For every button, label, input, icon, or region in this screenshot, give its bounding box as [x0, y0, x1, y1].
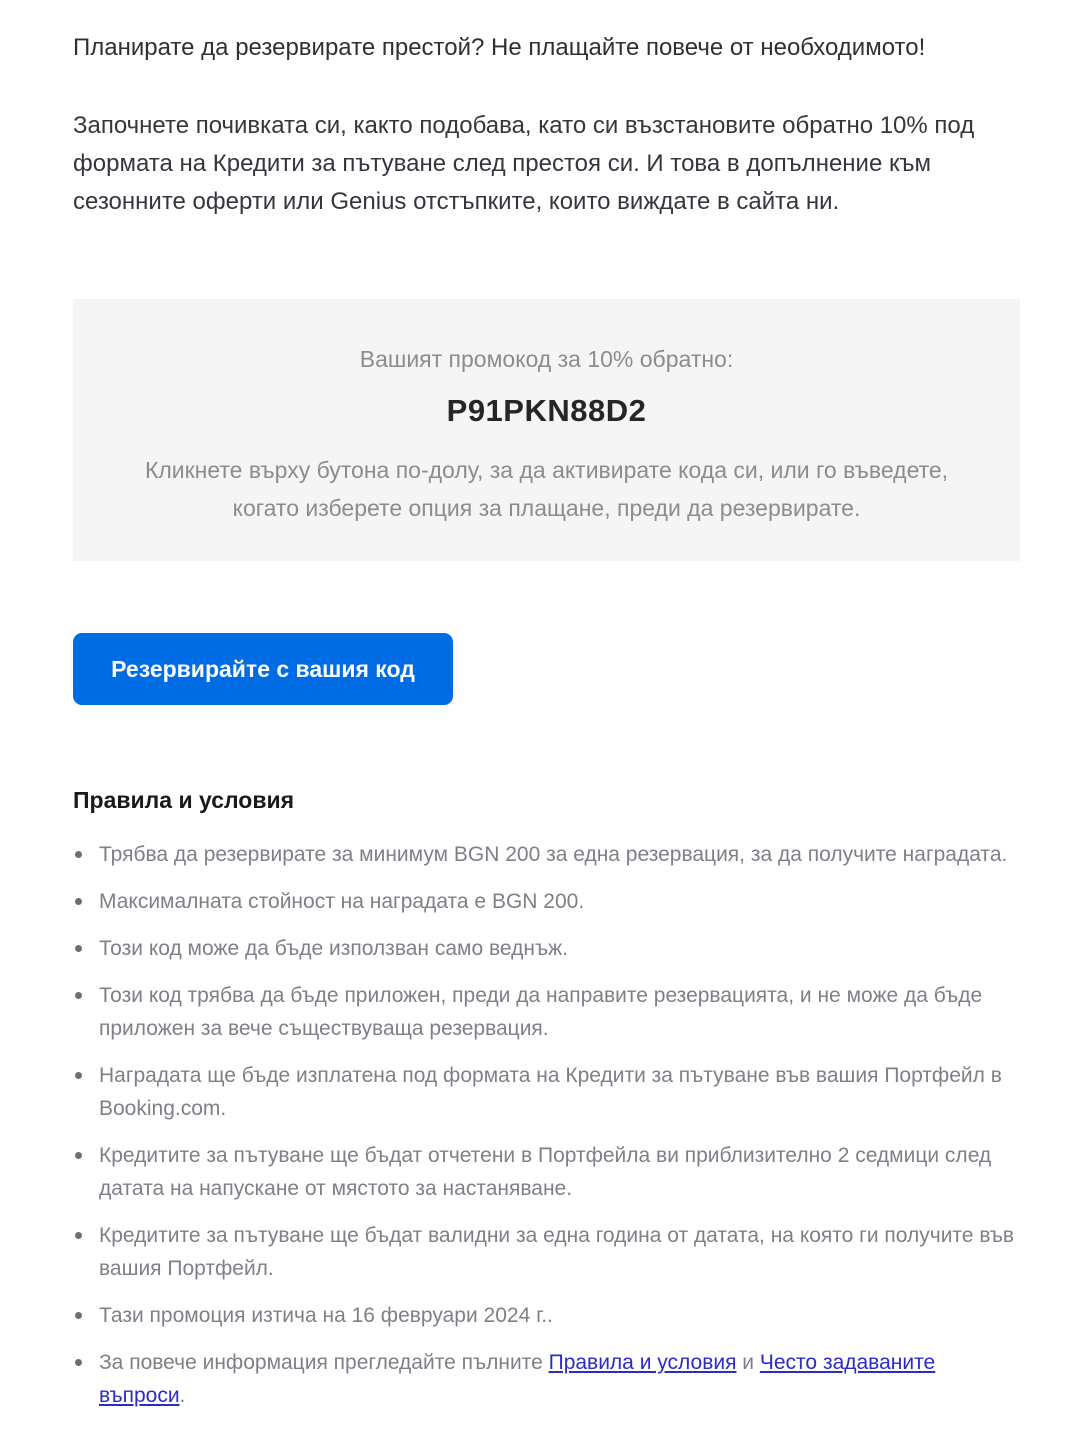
terms-item-more-info — [73, 1346, 1020, 1412]
promo-code-value: P91PKN88D2 — [446, 393, 647, 428]
terms-heading: Правила и условия — [73, 787, 295, 813]
terms-item-credit-timing: Кредитите за пътуване ще бъдат отчетени в Портфейла ви приблизително 2 седмици след датата на напускане от мястото за настаняване. — [73, 1139, 1020, 1205]
more-info-suffix: . — [179, 1384, 186, 1407]
promo-code-box — [73, 299, 1020, 561]
terms-item-single-use: Този код може да бъде използван само веднъж. — [73, 932, 1020, 965]
terms-item-max-reward: Максималната стойност на наградата е BGN 200. — [73, 885, 1020, 918]
terms-item-apply-before-booking: Този код трябва да бъде приложен, преди да направите резервацията, и не може да бъде приложен за вече съществуваща резервация. — [73, 979, 1020, 1045]
intro-paragraph: Започнете почивката си, както подобава, като си възстановите обратно 10% под формата на Кредити за пътуване след престоя си. И това в допълнение към сезонните оферти или Genius отстъпките, които виждате в сайта ни. — [73, 112, 975, 215]
terms-and-conditions-link[interactable]: Правила и условия — [548, 1351, 737, 1374]
terms-item-expiry-date: Тази промоция изтича на 16 февруари 2024 г.. — [73, 1299, 1020, 1332]
terms-item-credit-validity: Кредитите за пътуване ще бъдат валидни за една година от датата, на която ги получите във вашия Портфейл. — [73, 1219, 1020, 1285]
promo-code-instructions: Кликнете върху бутона по-долу, за да активирате кода си, или го въведете, когато изберете опция за плащане, преди да резервирате. — [144, 457, 949, 521]
terms-item-minimum-booking: Трябва да резервирате за минимум BGN 200 за една резервация, за да получите наградата. — [73, 838, 1020, 871]
promo-code-label: Вашият промокод за 10% обратно: — [359, 346, 734, 372]
terms-list — [73, 838, 1020, 1412]
more-info-prefix: За повече информация прегледайте пълните — [99, 1351, 549, 1374]
terms-item-wallet-credits: Наградата ще бъде изплатена под формата на Кредити за пътуване във вашия Портфейл в Booking.com. — [73, 1059, 1020, 1125]
faq-link[interactable]: Често задаваните въпроси — [99, 1351, 936, 1407]
page-title: Планирате да резервирате престой? Не плащайте повече от необходимото! — [73, 34, 926, 61]
book-with-code-button[interactable]: Резервирайте с вашия код — [73, 633, 453, 705]
more-info-connector: и — [736, 1351, 760, 1374]
